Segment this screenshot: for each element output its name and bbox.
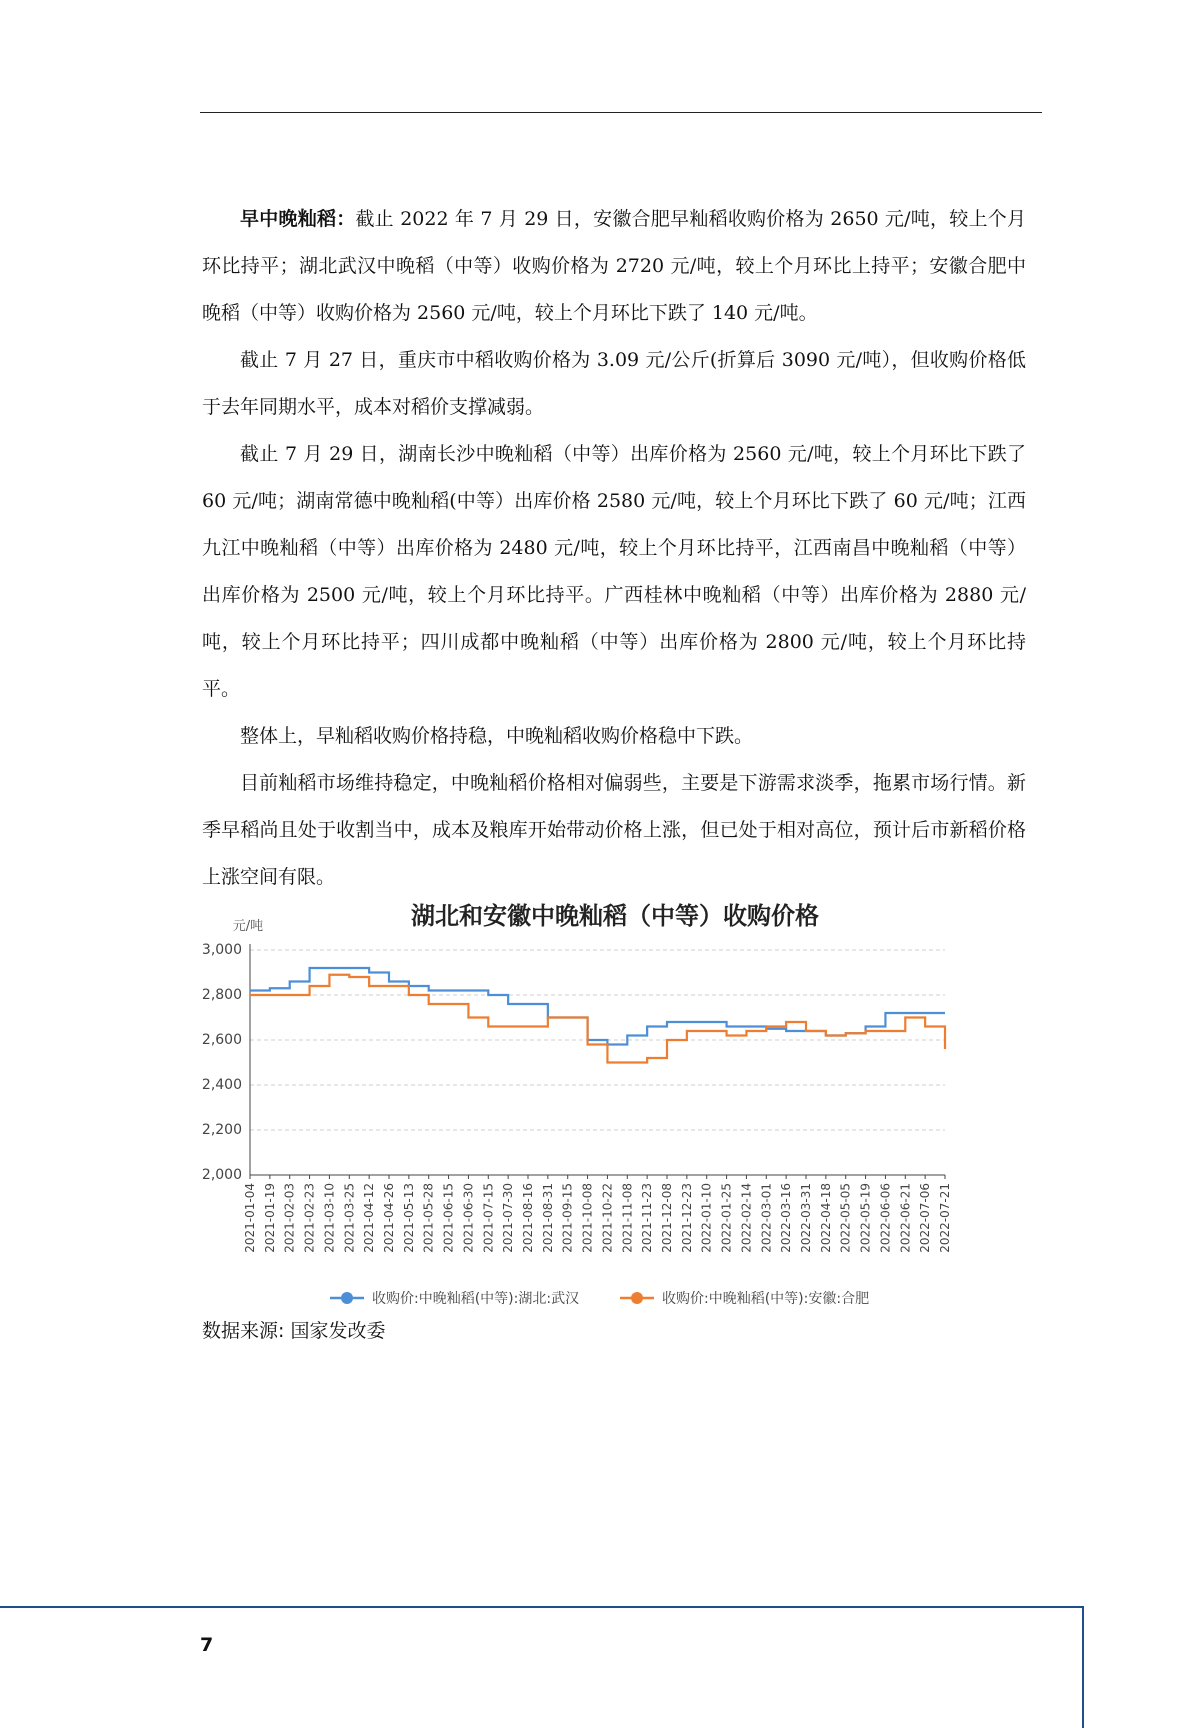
footer-frame — [0, 1606, 1084, 1728]
x-tick-label: 2021-07-15 — [481, 1183, 496, 1253]
body-text — [202, 196, 1026, 901]
x-tick-label: 2021-05-13 — [401, 1183, 416, 1253]
x-tick-label: 2022-07-21 — [938, 1183, 952, 1253]
x-tick-label: 2021-01-04 — [243, 1183, 257, 1253]
x-tick-label: 2021-05-28 — [421, 1183, 436, 1253]
x-tick-label: 2021-07-30 — [501, 1183, 516, 1253]
x-tick-label: 2021-10-08 — [580, 1183, 595, 1253]
x-tick-label: 2021-09-15 — [560, 1183, 575, 1253]
x-tick-label: 2022-01-25 — [719, 1183, 734, 1253]
legend-label: 收购价:中晚籼稻(中等):安徽:合肥 — [662, 1291, 870, 1307]
data-source: 数据来源: 国家发改委 — [202, 1320, 386, 1342]
x-tick-label: 2021-03-25 — [342, 1183, 357, 1253]
x-tick-label: 2022-03-01 — [759, 1183, 774, 1253]
x-tick-label: 2022-07-06 — [918, 1183, 933, 1253]
paragraph-text: 截止 7 月 29 日，湖南长沙中晚籼稻（中等）出库价格为 2560 元/吨，较上个月环比下跌了 60 元/吨；湖南常德中晚籼稻(中等）出库价格 2580 元/吨，较上个月环比下跌了 60 元/吨；江西九江中晚籼稻（中等）出库价格为 2480 元/吨，较上个月环比持平，江西南昌中晚籼稻（中等）出库价格为 2500 元/吨，较上个月环比持平。广西桂林中晚籼稻（中等）出库价格为 2880 元/吨，较上个月环比持平；四川成都中晚籼稻（中等）出库价格为 2800 元/吨，较上个月环比持平。 — [202, 443, 1026, 700]
x-tick-label: 2021-02-23 — [302, 1183, 317, 1253]
chart-title: 湖北和安徽中晚籼稻（中等）收购价格 — [411, 902, 819, 930]
legend-label: 收购价:中晚籼稻(中等):湖北:武汉 — [372, 1291, 580, 1307]
y-tick-label: 2,000 — [201, 1167, 242, 1183]
x-tick-label: 2021-08-31 — [540, 1183, 555, 1253]
x-tick-label: 2022-02-14 — [739, 1183, 754, 1253]
x-tick-label: 2021-04-12 — [362, 1183, 377, 1253]
series-line-0 — [250, 968, 945, 1045]
x-tick-label: 2021-02-03 — [282, 1183, 297, 1253]
y-tick-label: 2,400 — [201, 1077, 242, 1093]
x-tick-label: 2021-11-23 — [640, 1183, 655, 1253]
x-tick-label: 2022-05-19 — [858, 1183, 873, 1253]
x-tick-label: 2021-12-08 — [660, 1183, 674, 1253]
x-tick-label: 2021-10-22 — [600, 1183, 615, 1253]
paragraph-text: 截止 2022 年 7 月 29 日，安徽合肥早籼稻收购价格为 2650 元/吨，较上个月环比持平；湖北武汉中晚稻（中等）收购价格为 2720 元/吨，较上个月环比上持平；安徽合肥中晚稻（中等）收购价格为 2560 元/吨，较上个月环比下跌了 140 元/吨。 — [202, 208, 1026, 324]
x-tick-label: 2022-01-10 — [699, 1183, 714, 1253]
paragraph — [202, 713, 1026, 760]
paragraph-text: 整体上，早籼稻收购价格持稳，中晚籼稻收购价格稳中下跌。 — [240, 725, 754, 747]
header-rule — [200, 112, 1042, 113]
y-tick-label: 2,600 — [201, 1032, 242, 1048]
x-tick-label: 2021-06-30 — [461, 1183, 476, 1253]
paragraph — [202, 196, 1026, 337]
paragraph-lead: 早中晚籼稻： — [240, 208, 356, 230]
y-tick-label: 2,200 — [201, 1122, 242, 1138]
y-tick-label: 3,000 — [201, 942, 242, 958]
x-tick-label: 2022-03-16 — [779, 1183, 794, 1253]
x-tick-label: 2022-06-21 — [898, 1183, 913, 1253]
x-tick-label: 2021-01-19 — [262, 1183, 277, 1253]
paragraph-text: 目前籼稻市场维持稳定，中晚籼稻价格相对偏弱些，主要是下游需求淡季，拖累市场行情。新季早稻尚且处于收割当中，成本及粮库开始带动价格上涨，但已处于相对高位，预计后市新稻价格上涨空间有限。 — [202, 772, 1026, 888]
x-tick-label: 2021-04-26 — [382, 1183, 396, 1253]
page-number: 7 — [200, 1634, 214, 1656]
price-line-chart — [200, 900, 1030, 1320]
paragraph — [202, 760, 1026, 901]
y-tick-label: 2,800 — [201, 987, 242, 1003]
x-tick-label: 2021-06-15 — [441, 1183, 456, 1253]
y-axis-label: 元/吨 — [232, 919, 264, 934]
paragraph-text: 截止 7 月 27 日，重庆市中稻收购价格为 3.09 元/公斤(折算后 3090 元/吨），但收购价格低于去年同期水平，成本对稻价支撑减弱。 — [202, 349, 1026, 418]
legend-marker — [341, 1292, 353, 1304]
series-line-1 — [250, 975, 945, 1063]
legend-marker — [631, 1292, 643, 1304]
x-tick-label: 2022-06-06 — [878, 1183, 893, 1253]
x-tick-label: 2021-03-10 — [322, 1183, 337, 1253]
x-tick-label: 2022-03-31 — [799, 1183, 813, 1253]
x-tick-label: 2022-05-05 — [838, 1183, 853, 1253]
x-tick-label: 2021-08-16 — [521, 1183, 535, 1253]
x-tick-label: 2022-04-18 — [818, 1183, 833, 1253]
paragraph — [202, 431, 1026, 713]
x-tick-label: 2021-11-08 — [620, 1183, 635, 1253]
x-tick-label: 2021-12-23 — [679, 1183, 694, 1253]
paragraph — [202, 337, 1026, 431]
